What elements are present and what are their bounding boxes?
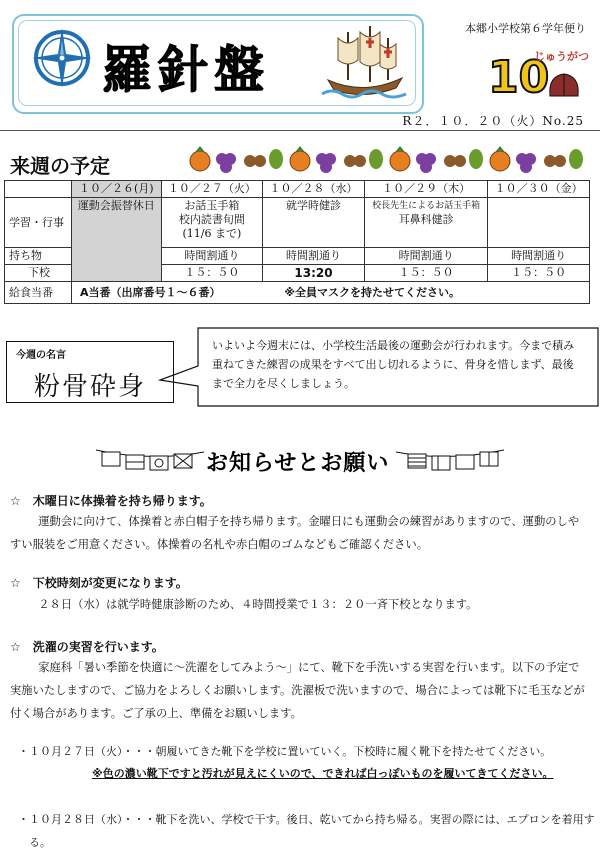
notices-heading: お知らせとお願い bbox=[206, 451, 390, 476]
motto-label: 今週の名言 bbox=[16, 350, 66, 361]
notice-title: ☆ 木曜日に体操着を持ち帰ります。 bbox=[10, 494, 212, 508]
tuesday-event: (11/6 まで) bbox=[182, 227, 242, 240]
table-corner bbox=[5, 181, 72, 198]
row-label: 学習・行事 bbox=[5, 198, 72, 248]
autumn-fruits-decoration bbox=[186, 143, 590, 177]
school-name: 本郷小学校第６学年便り bbox=[465, 22, 586, 35]
thursday-event: 耳鼻科健診 bbox=[398, 213, 454, 226]
schedule-heading: 来週の予定 bbox=[10, 154, 110, 178]
tuesday-event: お話玉手箱 bbox=[184, 199, 240, 212]
table-cell bbox=[364, 198, 488, 248]
day-header: １０／２７（火） bbox=[161, 181, 263, 198]
table-cell: 13:20 bbox=[263, 265, 365, 282]
table-cell bbox=[72, 282, 590, 304]
motto-message: いよいよ今週末には、小学校生活最後の運動会が行われます。今まで積み重ねてきた練習の成果をすべて出し切れるように、骨身を惜しまず、最後まで全力を尽くしましょう。 bbox=[212, 339, 575, 390]
header-divider bbox=[0, 130, 600, 131]
thursday-event: 校長先生によるお話玉手箱 bbox=[372, 201, 481, 211]
table-cell bbox=[72, 198, 162, 282]
day-header: １０／２９（木） bbox=[364, 181, 488, 198]
weekly-schedule-table bbox=[4, 180, 590, 304]
notice-body: ２８日（水）は就学時健康診断のため、４時間授業で１３：２０一斉下校となります。 bbox=[38, 598, 478, 611]
table-cell: 時間割通り bbox=[488, 248, 590, 265]
row-label: 給食当番 bbox=[5, 282, 72, 304]
motto-phrase: 粉骨砕身 bbox=[34, 372, 147, 402]
table-cell bbox=[263, 198, 365, 248]
plan-line: ・１０月２８日（水）・・・靴下を洗い、学校で干す。後日、乾いてから持ち帰る。実習の際には、エプロンを着用する。 bbox=[18, 813, 595, 849]
table-row bbox=[5, 282, 590, 304]
issue-date: R２．１０．２０（火）No.25 bbox=[402, 114, 584, 128]
table-cell bbox=[488, 198, 590, 248]
table-row bbox=[5, 181, 590, 198]
lunch-duty-note: ※全員マスクを持たせてください。 bbox=[284, 285, 461, 299]
notice-body: 家庭科「暑い季節を快適に～洗濯をしてみよう～」にて、靴下を手洗いする実習を行います。以下の予定で実施いたしますので、ご協力をよろしくお願いします。洗濯板で洗いますので、場合によっては靴下に毛玉などが付く場合があります。ご了承の上、準備をお願いします。 bbox=[10, 661, 585, 720]
wednesday-event: 就学時健診 bbox=[286, 199, 342, 212]
table-cell: １５：５０ bbox=[364, 265, 488, 282]
table-cell: １５：５０ bbox=[488, 265, 590, 282]
plan-line: ・１０月２７日（火）・・・朝履いてきた靴下を学校に置いていく。下校時に履く靴下を持たせてください。 bbox=[18, 745, 552, 758]
tuesday-event: 校内読書旬間 bbox=[178, 213, 245, 226]
row-label: 持ち物 bbox=[5, 248, 72, 265]
monday-event: 運動会振替休日 bbox=[77, 199, 155, 212]
row-label: 下校 bbox=[5, 265, 72, 282]
month-kana: じゅうがつ bbox=[534, 50, 589, 63]
table-row bbox=[5, 198, 590, 248]
sailing-ship-icon bbox=[318, 22, 410, 102]
newsletter-title: 羅針盤 bbox=[102, 40, 270, 99]
lunch-duty-value: A当番（出席番号１～６番） bbox=[80, 285, 221, 299]
notice-title: ☆ 洗濯の実習を行います。 bbox=[10, 640, 164, 654]
day-header: １０／２８（水） bbox=[263, 181, 365, 198]
notice-title: ☆ 下校時刻が変更になります。 bbox=[10, 576, 188, 590]
table-cell: 時間割通り bbox=[364, 248, 488, 265]
table-cell: 時間割通り bbox=[263, 248, 365, 265]
plan-emphasis-wrap bbox=[92, 762, 588, 785]
table-cell: 時間割通り bbox=[161, 248, 263, 265]
day-header: １０／３０（金） bbox=[488, 181, 590, 198]
plan-emphasis: ※色の濃い靴下ですと汚れが見えにくいので、できれば白っぽいものを履いてきてください。 bbox=[92, 767, 554, 780]
notice-body: 運動会に向けて、体操着と赤白帽子を持ち帰ります。金曜日にも運動会の練習がありますので、運動のしやすい服装をご用意ください。体操着の名札や赤白帽のゴムなどもご確認ください。 bbox=[10, 515, 580, 551]
table-cell: １５：５０ bbox=[161, 265, 263, 282]
leaf-icon bbox=[546, 70, 582, 100]
compass-icon bbox=[30, 26, 94, 90]
day-header: １０／２６(月) bbox=[72, 181, 162, 198]
table-cell bbox=[161, 198, 263, 248]
month-number: 10 bbox=[488, 52, 550, 103]
